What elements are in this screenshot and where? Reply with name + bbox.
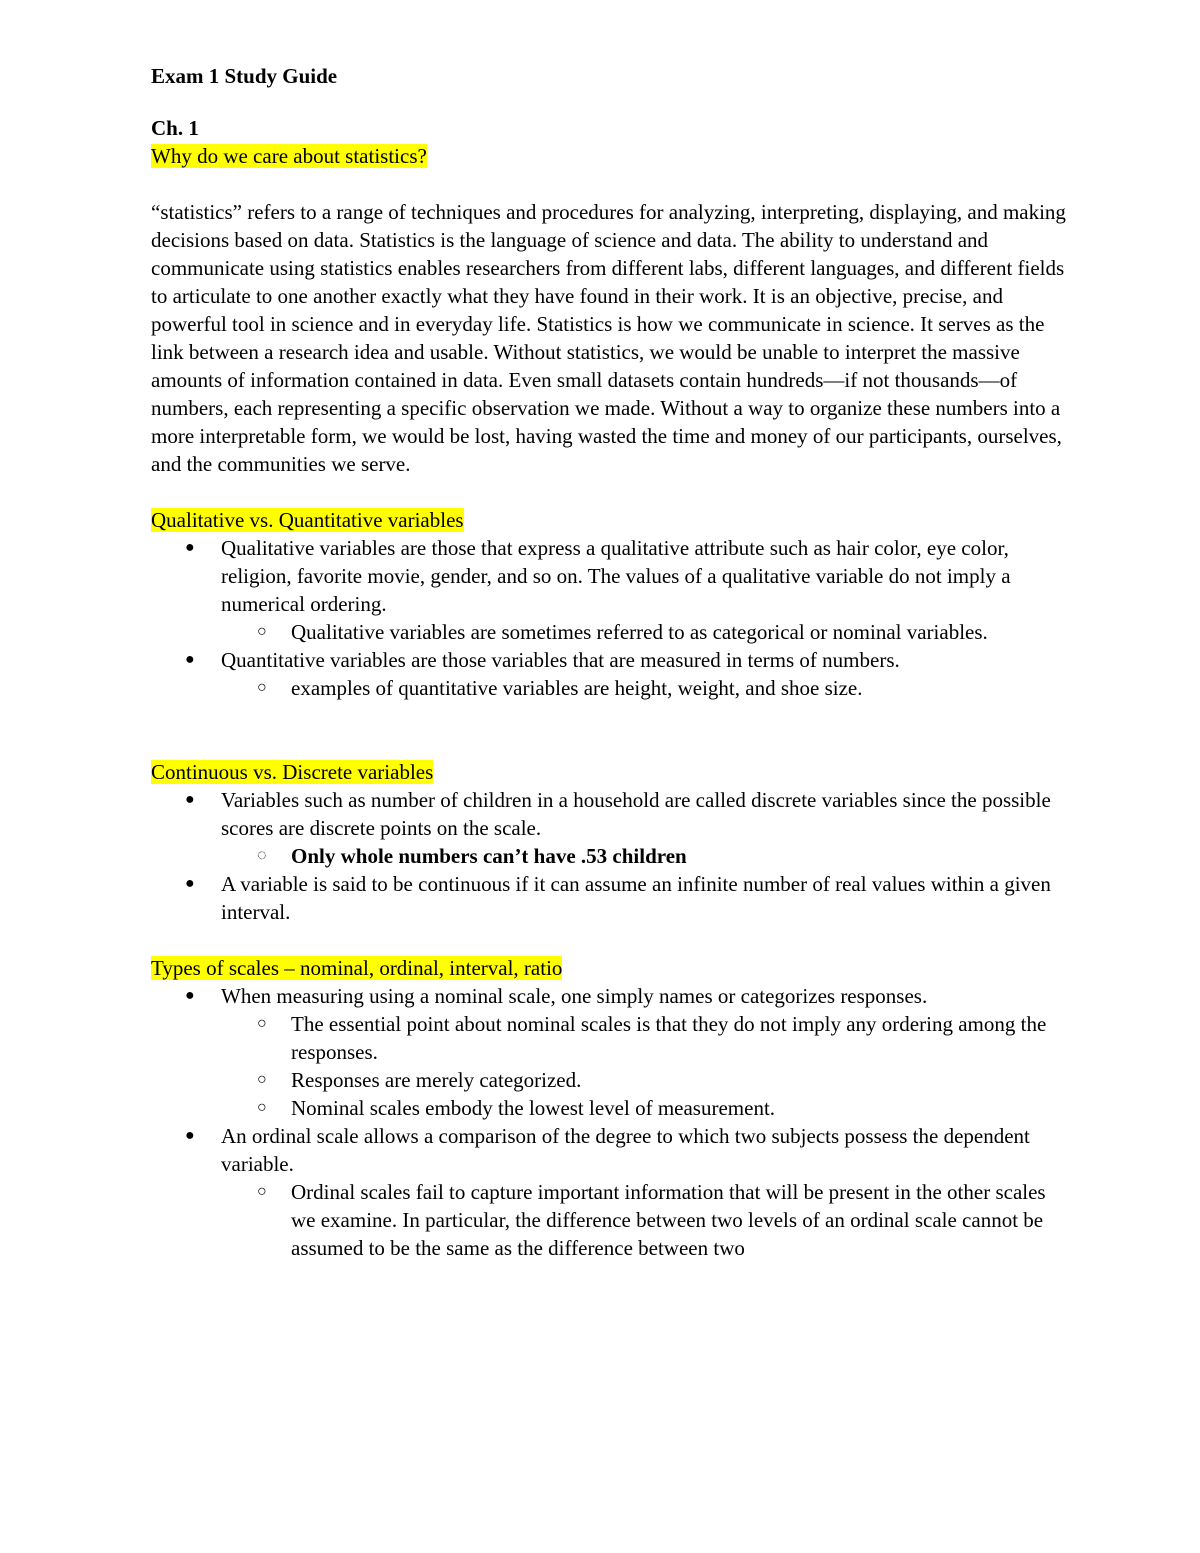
list-item-text: Variables such as number of children in a household are called discrete variables since the possible scores are discrete points on the scale. (221, 788, 1051, 840)
bullet-icon: ● (185, 651, 195, 668)
sub-bullet-list (221, 1010, 1071, 1122)
sub-list-item (221, 1066, 1071, 1094)
list-item-text: A variable is said to be continuous if it can assume an infinite number of real values within a given interval. (221, 872, 1051, 924)
sub-list-item (221, 618, 1071, 646)
list-item-text: Qualitative variables are those that express a qualitative attribute such as hair color, eye color, religion, favorite movie, gender, and so on. The values of a qualitative variable do not imply a numerical ordering. (221, 536, 1011, 616)
highlighted-heading-text: Continuous vs. Discrete variables (151, 760, 434, 784)
list-item-text: An ordinal scale allows a comparison of the degree to which two subjects possess the dependent variable. (221, 1124, 1030, 1176)
bullet-icon: ● (185, 875, 195, 892)
sub-list-item (221, 1010, 1071, 1066)
sub-list-item-text: examples of quantitative variables are height, weight, and shoe size. (291, 676, 863, 700)
bullet-list (151, 786, 1071, 926)
sub-list-item-text: The essential point about nominal scales is that they do not imply any ordering among the responses. (291, 1012, 1047, 1064)
section-heading-continuous-discrete (151, 758, 1071, 786)
circle-bullet-icon: ○ (257, 1183, 267, 1200)
bullet-list (151, 534, 1071, 702)
circle-bullet-icon: ○ (257, 1099, 267, 1116)
sub-bullet-list (221, 842, 1071, 870)
highlighted-heading-text: Types of scales – nominal, ordinal, interval, ratio (151, 956, 563, 980)
statistics-paragraph: “statistics” refers to a range of techniques and procedures for analyzing, interpreting, displaying, and making decisions based on data. Statistics is the language of science and data. The ability to understand and communicate using statistics enables researchers from different labs, different languages, and different fields to articulate to one another exactly what they have found in their work. It is an objective, precise, and powerful tool in science and in everyday life. Statistics is how we communicate in science. It serves as the link between a research idea and usable. Without statistics, we would be unable to interpret the massive amounts of information contained in data. Even small datasets contain hundreds—if not thousands—of numbers, each representing a specific observation we made. Without a way to organize these numbers into a more interpretable form, we would be lost, having wasted the time and money of our participants, ourselves, and the communities we serve. (151, 200, 1066, 476)
list-item (151, 646, 1071, 702)
sub-bullet-list (221, 674, 1071, 702)
sub-list-item-text: Nominal scales embody the lowest level of measurement. (291, 1096, 776, 1120)
circle-bullet-icon: ○ (257, 1071, 267, 1088)
bullet-icon: ● (185, 1127, 195, 1144)
sub-list-item (221, 1094, 1071, 1122)
document-title: Exam 1 Study Guide (151, 64, 338, 88)
list-item-text: Quantitative variables are those variables that are measured in terms of numbers. (221, 648, 900, 672)
bullet-icon: ● (185, 539, 195, 556)
section-heading-why-statistics (151, 142, 1071, 170)
sub-bullet-list (221, 1178, 1071, 1262)
section-heading-qualitative-quantitative (151, 506, 1071, 534)
list-item (151, 870, 1071, 926)
circle-bullet-icon: ○ (257, 1015, 267, 1032)
highlighted-heading-text: Why do we care about statistics? (151, 144, 427, 168)
circle-bullet-icon: ○ (257, 679, 267, 696)
list-item (151, 534, 1071, 646)
sub-list-item-text: Ordinal scales fail to capture important information that will be present in the other scales we examine. In particular, the difference between two levels of an ordinal scale cannot be assumed to be the same as the difference between two (291, 1180, 1046, 1260)
document-page (151, 62, 1071, 1262)
circle-bullet-icon: ○ (257, 623, 267, 640)
section-heading-types-of-scales (151, 954, 1071, 982)
list-item (151, 982, 1071, 1122)
bullet-icon: ● (185, 791, 195, 808)
sub-bullet-list (221, 618, 1071, 646)
bullet-icon: ● (185, 987, 195, 1004)
sub-list-item (221, 1178, 1071, 1262)
bullet-list (151, 982, 1071, 1262)
list-item-text: When measuring using a nominal scale, one simply names or categorizes responses. (221, 984, 928, 1008)
sub-list-item (221, 842, 1071, 870)
sub-list-item-text: Only whole numbers can’t have .53 children (291, 844, 687, 868)
sub-list-item-text: Responses are merely categorized. (291, 1068, 582, 1092)
list-item (151, 1122, 1071, 1262)
chapter-heading: Ch. 1 (151, 116, 199, 140)
highlighted-heading-text: Qualitative vs. Quantitative variables (151, 508, 464, 532)
sub-list-item (221, 674, 1071, 702)
sub-list-item-text: Qualitative variables are sometimes referred to as categorical or nominal variables. (291, 620, 988, 644)
dotted-circle-bullet-icon: ◌ (257, 847, 267, 864)
list-item (151, 786, 1071, 870)
